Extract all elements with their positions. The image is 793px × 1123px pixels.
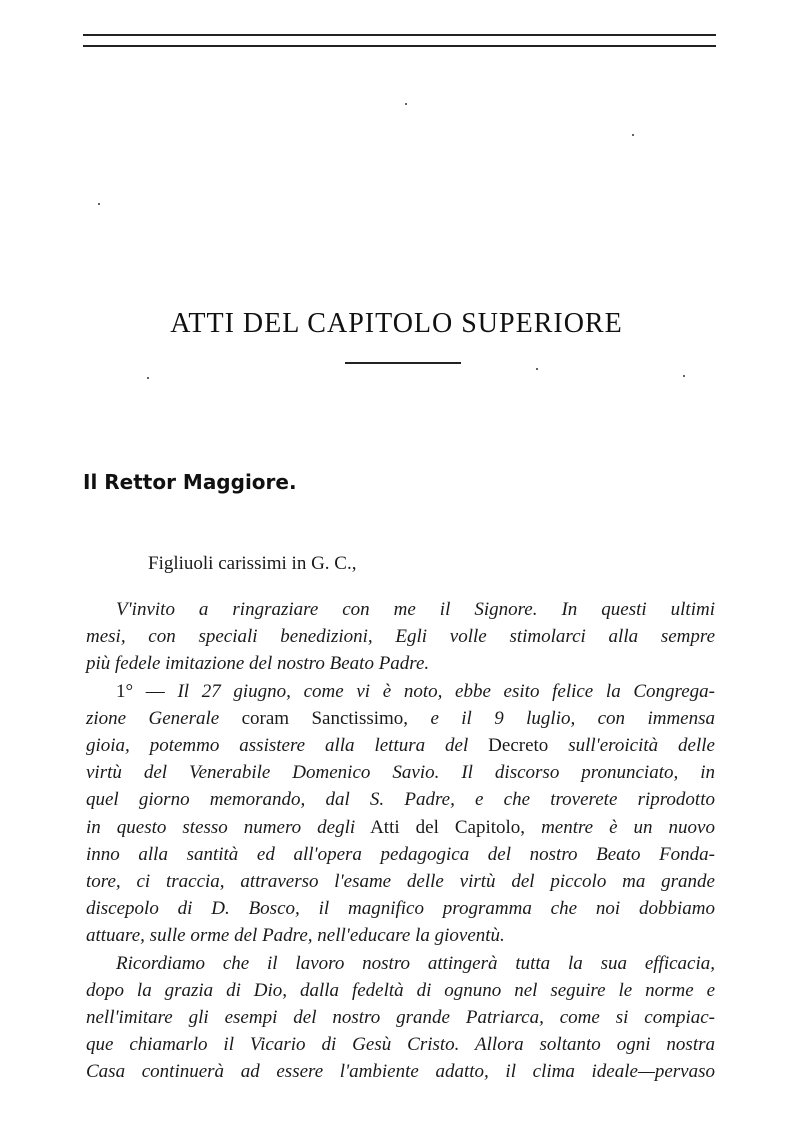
text-line <box>86 814 715 841</box>
scan-speck <box>683 375 685 377</box>
paragraph-2 <box>86 678 715 950</box>
text-run: sull'eroicità delle <box>568 735 715 757</box>
salutation: Figliuoli carissimi in G. C., <box>148 553 357 574</box>
scan-speck <box>405 103 407 105</box>
header-rule-top <box>83 34 716 36</box>
text-line: que chiamarlo il Vicario di Gesù Cristo. Allora soltanto ogni nostra <box>86 1034 715 1056</box>
text-line: V'invito a ringraziare con me il Signore. In questi ultimi <box>116 599 715 620</box>
text-line: discepolo di D. Bosco, il magnifico programma che noi dobbiamo <box>86 898 715 920</box>
section-heading: Il Rettor Maggiore. <box>83 470 297 494</box>
scan-speck <box>632 134 634 136</box>
scan-speck <box>147 377 149 379</box>
title-underline <box>345 362 461 364</box>
text-line: Casa continuerà ad essere l'ambiente adatto, il clima ideale—pervaso <box>86 1061 715 1083</box>
text-line: più fedele imitazione del nostro Beato Padre. <box>86 653 430 675</box>
scan-speck <box>98 203 100 205</box>
text-line <box>86 732 715 759</box>
header-rule-bottom <box>83 45 716 47</box>
text-line: Ricordiamo che il lavoro nostro attingerà tutta la sua efficacia, <box>116 952 715 974</box>
text-run: Atti del Capitolo, <box>355 816 542 838</box>
text-run: Il 27 giugno, come vi è noto, ebbe esito felice la Congrega- <box>177 680 715 702</box>
text-line: dopo la grazia di Dio, dalla fedeltà di ognuno nel seguire le norme e <box>86 979 715 1001</box>
text-run: zione Generale <box>86 707 220 729</box>
text-run: e il 9 luglio, con immensa <box>430 707 715 729</box>
text-line: attuare, sulle orme del Padre, nell'educare la gioventù. <box>86 925 505 947</box>
text-line: quel giorno memorando, dal S. Padre, e che troverete riprodotto <box>86 789 715 811</box>
text-run: Decreto <box>468 735 569 757</box>
text-run: mentre è un nuovo <box>541 816 715 838</box>
text-run: coram Sanctissimo, <box>219 707 431 729</box>
letter-body <box>86 596 715 1086</box>
point-number: 1° — <box>116 680 178 702</box>
text-line: nell'imitare gli esempi del nostro grande Patriarca, come si compiac- <box>86 1007 715 1029</box>
text-line <box>86 678 715 705</box>
text-line <box>86 705 715 732</box>
text-run: gioia, potemmo assistere alla lettura del <box>86 735 469 757</box>
text-line: mesi, con speciali benedizioni, Egli volle stimolarci alla sempre <box>86 626 715 648</box>
text-line: inno alla santità ed all'opera pedagogica del nostro Beato Fonda- <box>86 843 715 865</box>
scan-speck <box>536 368 538 370</box>
paragraph-3 <box>86 950 715 1086</box>
paragraph-1 <box>86 596 715 623</box>
text-line: tore, ci traccia, attraverso l'esame delle virtù del piccolo ma grande <box>86 871 715 893</box>
text-run: in questo stesso numero degli <box>86 816 356 838</box>
page-title: ATTI DEL CAPITOLO SUPERIORE <box>170 308 623 339</box>
text-line: virtù del Venerabile Domenico Savio. Il discorso pronunciato, in <box>86 762 715 784</box>
